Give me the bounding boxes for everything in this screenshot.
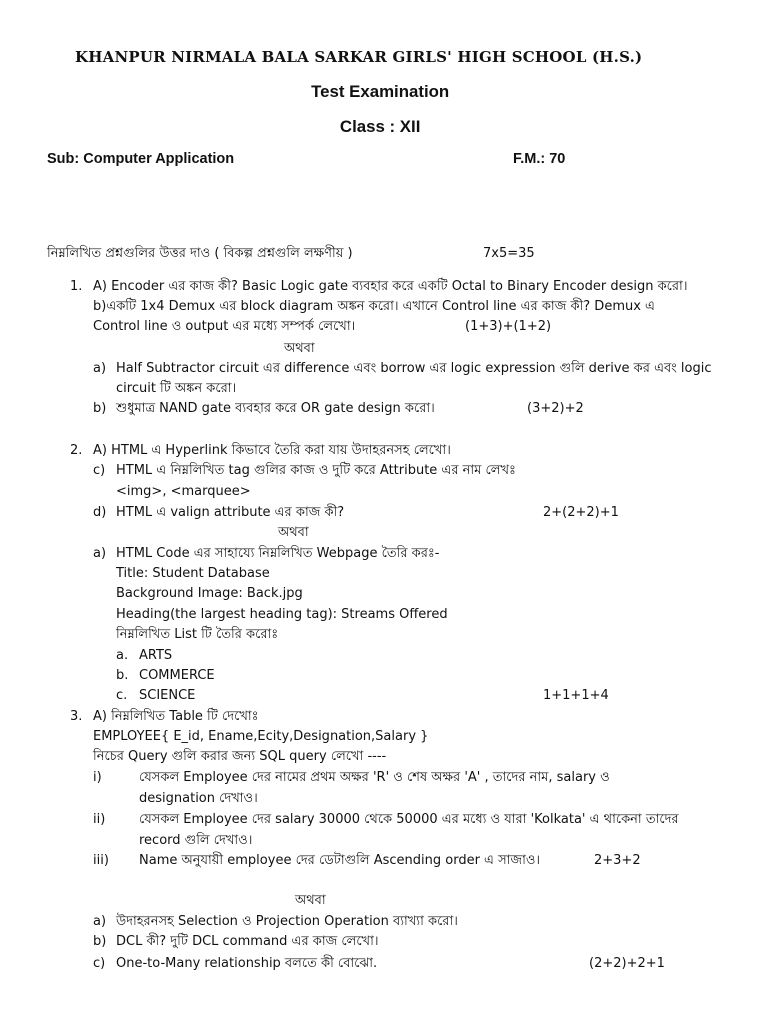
q3-number: 3. bbox=[70, 709, 83, 724]
q2-alt-a-label: a) bbox=[93, 546, 107, 561]
q1-number: 1. bbox=[70, 279, 83, 294]
q3-ii-line1: যেসকল Employee দের salary 30000 থেকে 50000 এর মধ্যে ও যারা 'Kolkata' এ থাকেনা তাদের bbox=[139, 812, 679, 827]
q1-alt-a-line1: Half Subtractor circuit এর difference এবং borrow এর logic expression গুলি derive কর এবং logic bbox=[116, 361, 712, 376]
list-item: SCIENCE bbox=[139, 688, 196, 703]
q1-part-a: A) Encoder এর কাজ কী? Basic Logic gate ব্যবহার করে একটি Octal to Binary Encoder design করো। bbox=[93, 279, 688, 294]
q2-alt-marks: 1+1+1+4 bbox=[543, 688, 609, 703]
q3-i-line1: যেসকল Employee দের নামের প্রথম অক্ষর 'R' ও শেষ অক্ষর 'A' , তাদের নাম, salary ও bbox=[139, 770, 610, 785]
q2-part-d-label: d) bbox=[93, 505, 107, 520]
q3-part-a: A) নিম্নলিখিত Table টি দেখোঃ bbox=[93, 709, 259, 724]
q2-part-a: A) HTML এ Hyperlink কিভাবে তৈরি করা যায় উদাহরনসহ লেখো। bbox=[93, 443, 451, 458]
q1-alt-b: শুধুমাত্র NAND gate ব্যবহার করে OR gate design করো। bbox=[116, 401, 435, 416]
q1-alt-marks: (3+2)+2 bbox=[527, 401, 584, 416]
q2-alt-line2: Background Image: Back.jpg bbox=[116, 586, 303, 601]
q3-or: অথবা bbox=[295, 893, 326, 908]
instruction-text: নিম্নলিখিত প্রশ্নগুলির উত্তর দাও ( বিকল্প প্রশ্নগুলি লক্ষণীয় ) bbox=[47, 246, 353, 261]
q2-or: অথবা bbox=[278, 525, 309, 540]
subject-label: Sub: Computer Application bbox=[47, 151, 235, 167]
instruction-marks: 7x5=35 bbox=[483, 246, 535, 261]
class-title: Class : XII bbox=[339, 117, 421, 136]
q1-part-b-line2: Control line ও output এর মধ্যে সম্পর্ক লেখো। bbox=[93, 319, 356, 334]
q3-iii: Name অনুযায়ী employee দের ডেটাগুলি Ascending order এ সাজাও। bbox=[139, 853, 541, 868]
list-marker: a. bbox=[116, 648, 129, 663]
school-name: KHANPUR NIRMALA BALA SARKAR GIRLS' HIGH SCHOOL (H.S.) bbox=[75, 48, 643, 66]
q2-part-c: HTML এ নিম্নলিখিত tag গুলির কাজ ও দুটি করে Attribute এর নাম লেখঃ bbox=[116, 463, 516, 478]
full-marks-label: F.M.: 70 bbox=[513, 151, 566, 167]
q2-part-c-tags: <img>, <marquee> bbox=[116, 484, 251, 499]
q2-alt-line3: Heading(the largest heading tag): Streams Offered bbox=[116, 607, 448, 622]
q2-part-d-marks: 2+(2+2)+1 bbox=[543, 505, 619, 520]
q3-alt-a-label: a) bbox=[93, 914, 107, 929]
q2-part-d: HTML এ valign attribute এর কাজ কী? bbox=[116, 505, 345, 520]
q3-alt-c: One-to-Many relationship বলতে কী বোঝো. bbox=[116, 956, 378, 971]
q3-i-label: i) bbox=[93, 770, 102, 785]
q2-alt-line1: Title: Student Database bbox=[116, 566, 270, 581]
q3-iii-label: iii) bbox=[93, 853, 109, 868]
q1-alt-b-label: b) bbox=[93, 401, 107, 416]
q3-ii-line2: record গুলি দেখাও। bbox=[139, 833, 253, 848]
q3-alt-b: DCL কী? দুটি DCL command এর কাজ লেখো। bbox=[116, 934, 379, 949]
q3-table-schema: EMPLOYEE{ E_id, Ename,Ecity,Designation,Salary } bbox=[93, 729, 429, 744]
q1-part-b-line1: b)একটি 1x4 Demux এর block diagram অঙ্কন করো। এখানে Control line এর কাজ কী? Demux এ bbox=[93, 299, 655, 314]
q3-alt-a: উদাহরনসহ Selection ও Projection Operation ব্যাখ্যা করো। bbox=[116, 914, 458, 929]
q3-marks: 2+3+2 bbox=[594, 853, 641, 868]
q3-i-line2: designation দেখাও। bbox=[139, 791, 258, 806]
list-marker: b. bbox=[116, 668, 129, 683]
q1-or: অথবা bbox=[284, 341, 315, 356]
list-item: ARTS bbox=[139, 648, 173, 663]
q3-ii-label: ii) bbox=[93, 812, 106, 827]
q3-alt-marks: (2+2)+2+1 bbox=[589, 956, 665, 971]
q3-alt-b-label: b) bbox=[93, 934, 107, 949]
q3-query-intro: নিচের Query গুলি করার জন্য SQL query লেখো ---- bbox=[93, 749, 387, 764]
list-marker: c. bbox=[116, 688, 128, 703]
q2-part-c-label: c) bbox=[93, 463, 106, 478]
q2-alt-line4: নিম্নলিখিত List টি তৈরি করোঃ bbox=[116, 627, 279, 642]
exam-title: Test Examination bbox=[311, 82, 450, 101]
q2-number: 2. bbox=[70, 443, 83, 458]
q3-alt-c-label: c) bbox=[93, 956, 106, 971]
q1-alt-a-line2: circuit টি অঙ্কন করো। bbox=[116, 381, 237, 396]
q1-alt-a-label: a) bbox=[93, 361, 107, 376]
q1-part-b-marks: (1+3)+(1+2) bbox=[465, 319, 552, 334]
list-item: COMMERCE bbox=[139, 668, 215, 683]
q2-alt-a: HTML Code এর সাহায্যে নিম্নলিখিত Webpage তৈরি করঃ- bbox=[116, 546, 440, 561]
